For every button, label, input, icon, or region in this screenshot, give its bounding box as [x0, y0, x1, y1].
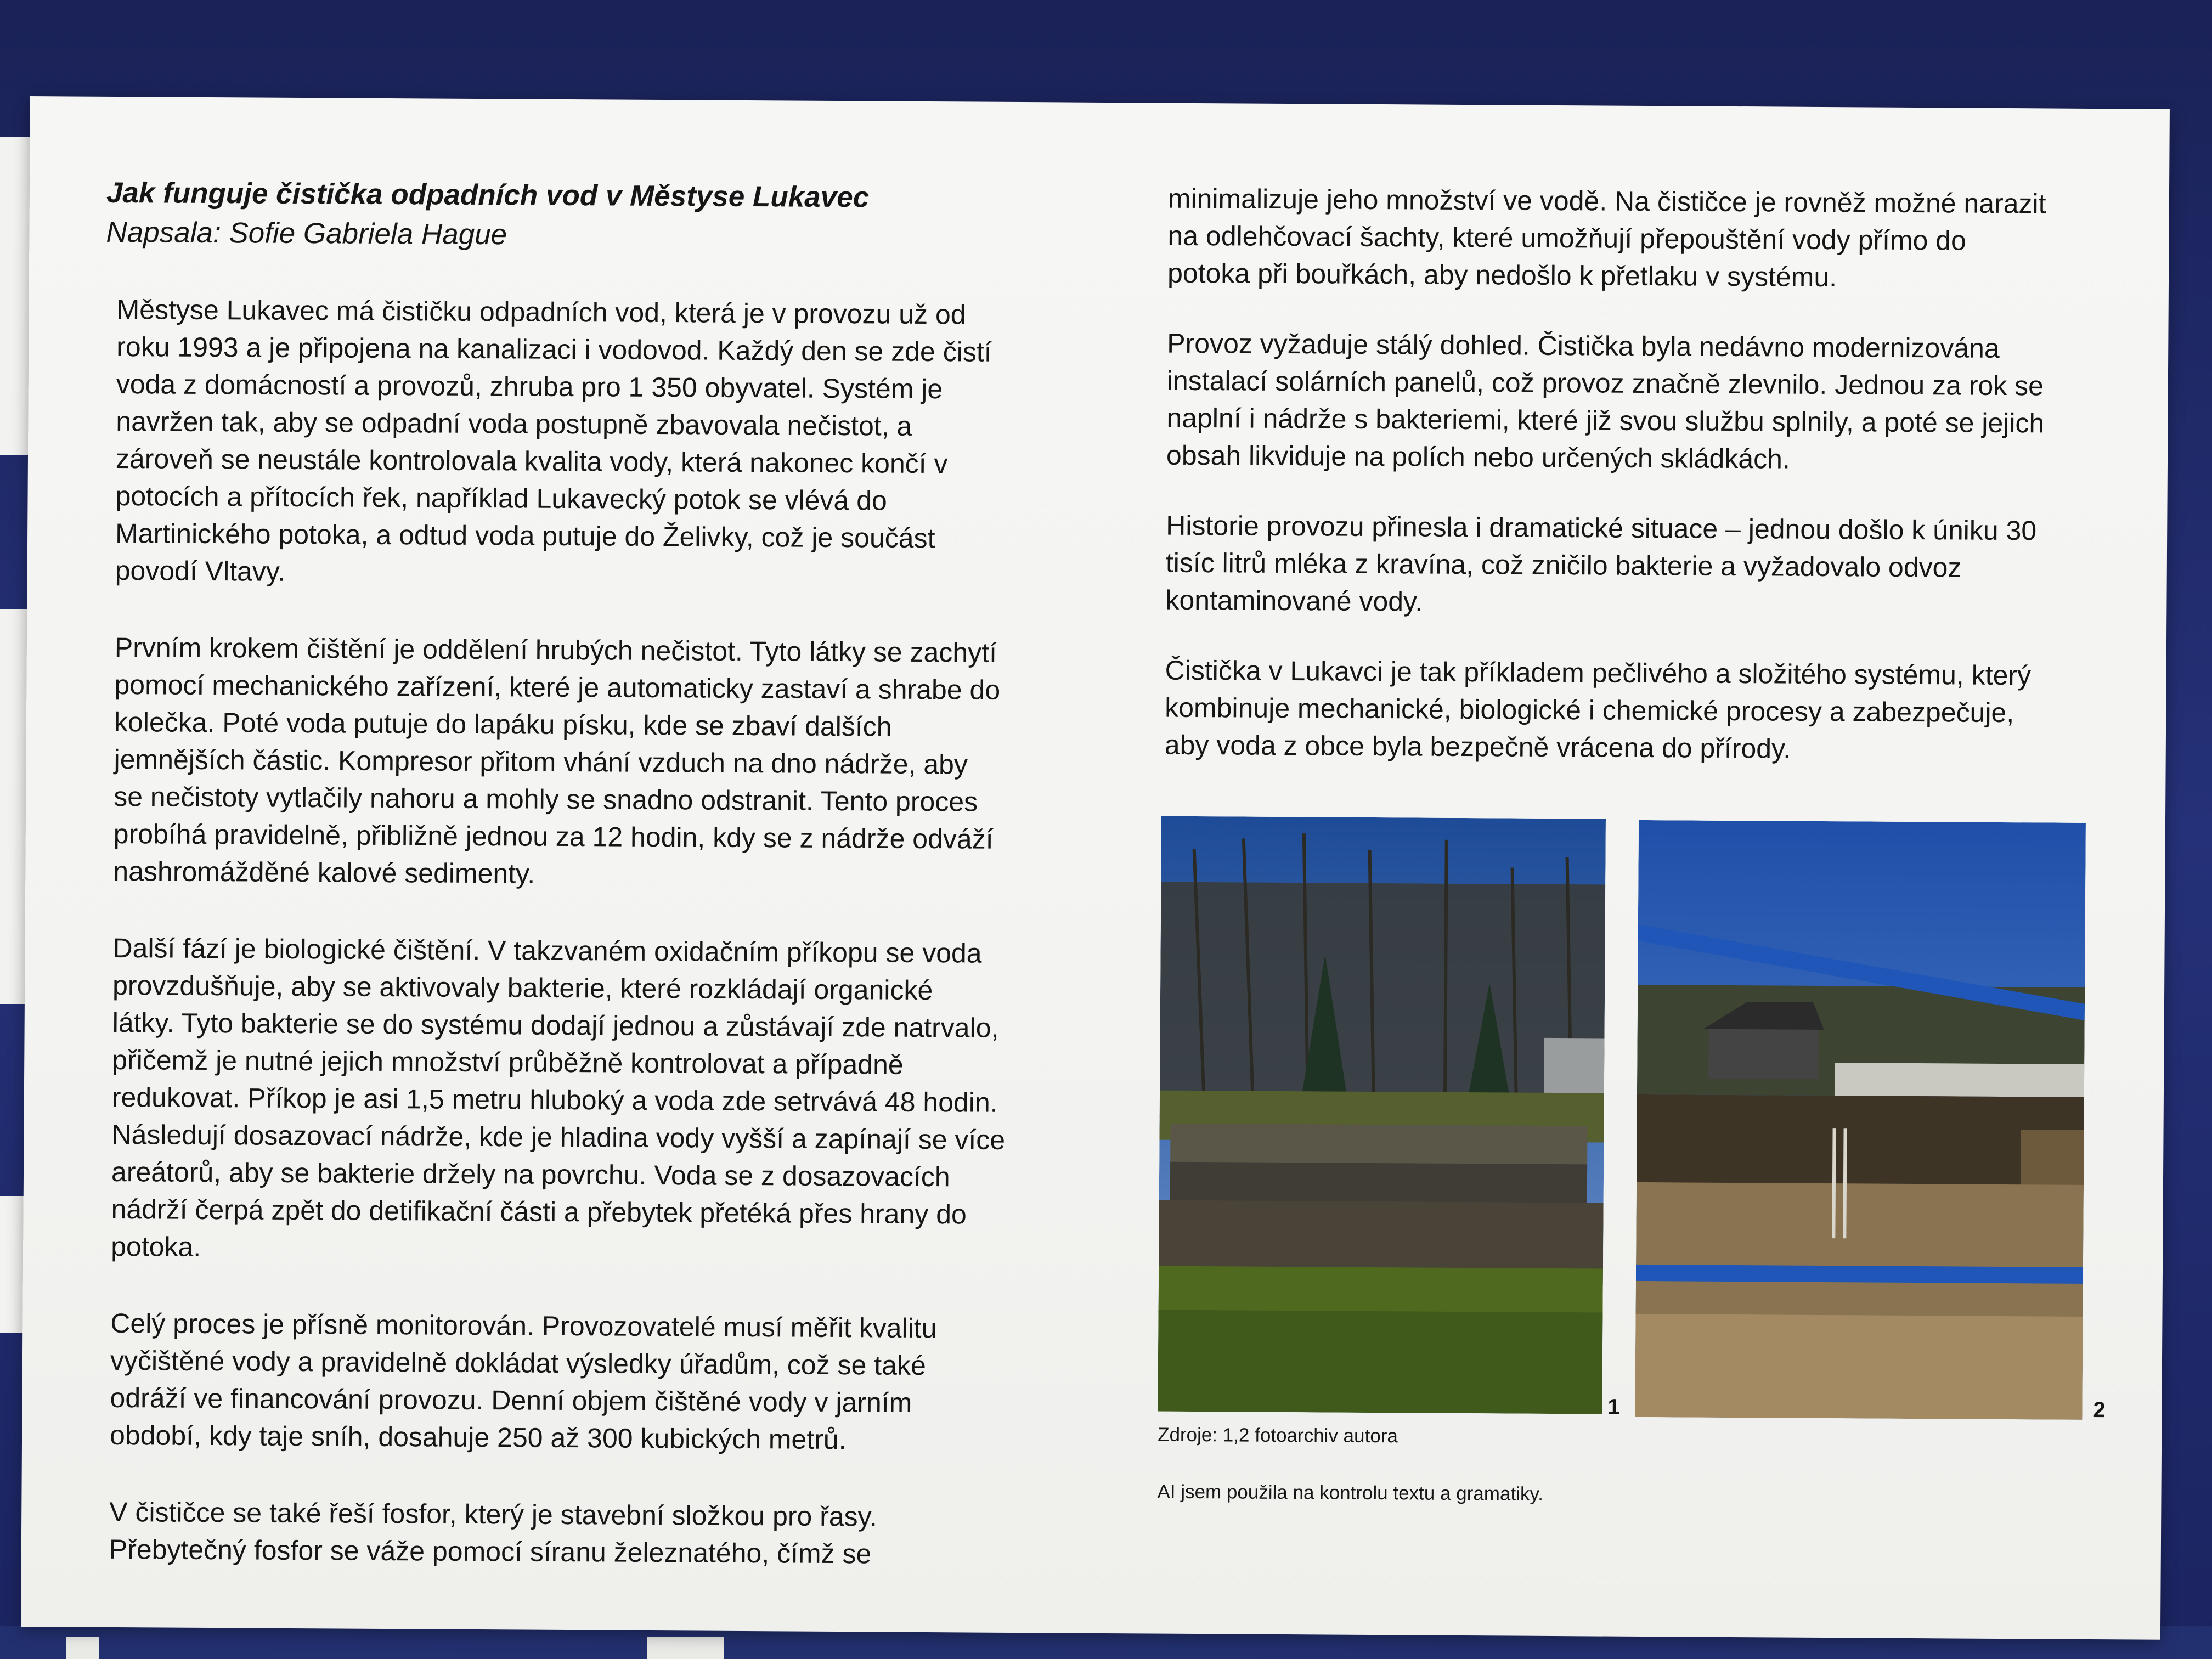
photo-tank-with-railing	[1635, 820, 2086, 1420]
right-column	[1164, 180, 2188, 803]
article-sheet	[21, 96, 2170, 1640]
board-stripe	[647, 1637, 724, 1659]
article-byline: Napsala: Sofie Gabriela Hague	[106, 216, 507, 251]
photo-number: 2	[2093, 1398, 2106, 1423]
board-stripe	[66, 1637, 99, 1659]
paragraph: Prvním krokem čištění je oddělení hrubých nečistot. Tyto látky se zachytí pomocí mechanického zařízení, které je automaticky zastaví a shrabe do kolečka. Poté voda putuje do lapáku písku, kde se zbaví dalších jemnějších částic. Kompresor přitom vhání vzduch na dno nádrže, aby se nečistoty vytlačily nahoru a mohly se snadno odstranit. Tento proces probíhá pravidelně, přibližně jednou za 12 hodin, kdy se z nádrže odváží nashromážděné kalové sedimenty.	[113, 631, 1001, 889]
paragraph: Celý proces je přísně monitorován. Provozovatelé musí měřit kvalitu vyčištěné vody a pravidelně dokládat výsledky úřadům, což se také odráží ve financování provozu. Denní objem čištěné vody v jarním období, kdy taje sníh, dosahuje 250 až 300 kubických metrů.	[109, 1307, 937, 1455]
photo-gallery	[1158, 816, 2149, 1426]
paragraph: Provoz vyžaduje stálý dohled. Čistička byla nedávno modernizována instalací solárních panelů, což provoz značně zlevnilo. Jednou za rok se naplní i nádrže s bakteriemi, které již svou službu splnily, a poté se jejich obsah likviduje na polích nebo určených skládkách.	[1166, 328, 2045, 475]
ai-usage-note: AI jsem použila na kontrolu textu a gramatiky.	[1157, 1481, 1544, 1505]
article-title: Jak funguje čistička odpadních vod v Městyse Lukavec	[106, 176, 870, 214]
photo-number: 1	[1607, 1395, 1620, 1419]
paragraph: Další fází je biologické čištění. V takzvaném oxidačním příkopu se voda provzdušňuje, aby se aktivovaly bakterie, které rozkládají organické látky. Tyto bakterie se do systému dodají jednou a zůstávají zde natrvalo, přičemž je nutné jejich množství průběžně kontrolovat a případně redukovat. Příkop je asi 1,5 metru hluboký a voda zde setrvává 48 hodin. Následují dosazovací nádrže, kde je hladina vody vyšší a zapínají se více areátorů, aby se bakterie držely na povrchu. Voda se z dosazovacích nádrží čerpá zpět do detifikační části a přebytek přetéká přes hrany do potoka.	[111, 932, 1006, 1262]
photo-caption: Zdroje: 1,2 fotoarchiv autora	[1158, 1424, 1398, 1447]
paragraph: Historie provozu přinesla i dramatické situace – jednou došlo k úniku 30 tisíc litrů mléka z kravína, což zničilo bakterie a vyžadovalo odvoz kontaminované vody.	[1165, 510, 2037, 617]
paragraph: Čistička v Lukavci je tak příkladem pečlivého a složitého systému, který kombinuje mechanické, biologické i chemické procesy a zabezpečuje, aby voda z obce byla bezpečně vrácena do přírody.	[1164, 654, 2032, 764]
paragraph: Městyse Lukavec má čističku odpadních vod, která je v provozu už od roku 1993 a je připojena na kanalizaci i vodovod. Každý den se zde čistí voda z domácností a provozů, zhruba pro 1 350 obyvatel. Systém je navržen tak, aby se odpadní voda postupně zbavovala nečistot, a zároveň se neustále kontrolovala kvalita vody, která nakonec končí v potocích a přítocích řek, například Lukavecký potok se vlévá do Martinického potoka, a odtud voda putuje do Želivky, což je součást povodí Vltavy.	[115, 294, 992, 587]
left-column	[98, 173, 1138, 1613]
paragraph: minimalizuje jeho množství ve vodě. Na čističce je rovněž možné narazit na odlehčovací šachty, které umožňují přepouštění vody přímo do potoka při bouřkách, aby nedošlo k přetlaku v systému.	[1167, 183, 2046, 293]
paragraph: V čističce se také řeší fosfor, který je stavební složkou pro řasy. Přebytečný fosfor se váže pomocí síranu železnatého, čímž se	[109, 1496, 878, 1570]
photo-treatment-tanks	[1158, 816, 1606, 1414]
